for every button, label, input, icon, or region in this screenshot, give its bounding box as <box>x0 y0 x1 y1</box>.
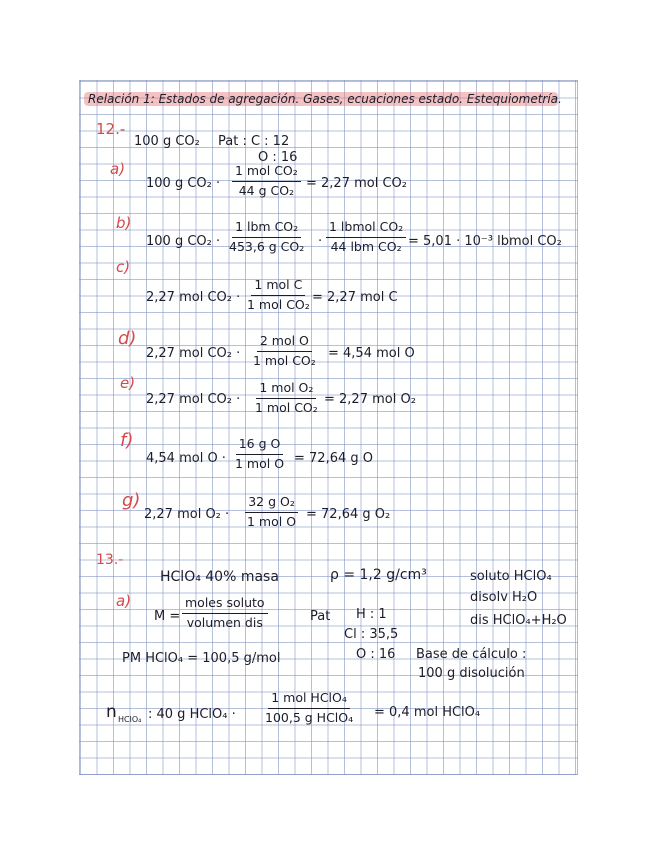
p12-g-rhs: = 72,64 g O₂ <box>306 507 391 522</box>
p12-c-label: c) <box>116 258 131 276</box>
p12-b-lhs: 100 g CO₂ · <box>146 234 221 249</box>
p13-pat-cl: Cl : 35,5 <box>344 627 399 642</box>
p13-base-1: Base de cálculo : <box>416 647 527 662</box>
p12-b-den1: 453,6 g CO₂ <box>229 238 305 254</box>
p12-g-lhs: 2,27 mol O₂ · <box>144 507 230 522</box>
p12-e-num: 1 mol O₂ <box>256 382 316 399</box>
p12-g-num: 32 g O₂ <box>245 496 298 513</box>
p12-a-num: 1 mol CO₂ <box>232 165 301 182</box>
p12-pat: Pat : C : 12 <box>218 134 290 149</box>
p12-g-fraction <box>244 496 299 528</box>
p13-pat-o: O : 16 <box>356 647 396 662</box>
p12-d-rhs: = 4,54 mol O <box>328 346 415 361</box>
problem-12-number: 12.- <box>96 120 126 138</box>
p13-base-2: 100 g disolución <box>418 666 525 681</box>
p13-n-fraction <box>262 692 356 724</box>
p13-m-den: volumen dis <box>186 614 263 630</box>
p12-f-rhs: = 72,64 g O <box>294 451 373 466</box>
p12-e-rhs: = 2,27 mol O₂ <box>324 392 416 407</box>
p13-n-mid: : 40 g HClO₄ · <box>148 707 236 722</box>
p12-f-fraction <box>232 438 287 470</box>
p12-a-label: a) <box>110 160 126 178</box>
p12-f-lhs: 4,54 mol O · <box>146 451 226 466</box>
p13-pat: Pat <box>310 609 331 624</box>
p13-pat-h: H : 1 <box>356 607 387 622</box>
p12-b-num1: 1 lbm CO₂ <box>232 221 301 238</box>
problem-13-number: 13.- <box>96 552 124 568</box>
p12-f-den: 1 mol O <box>235 455 285 471</box>
p12-b-dot: · <box>318 234 323 249</box>
p13-dis: dis HClO₄+H₂O <box>470 613 567 628</box>
p12-f-label: f) <box>120 430 134 451</box>
p12-b-label: b) <box>116 214 132 232</box>
p12-b-rhs: = 5,01 · 10⁻³ lbmol CO₂ <box>408 234 562 249</box>
p12-d-label: d) <box>118 328 137 349</box>
p12-e-label: e) <box>120 374 136 392</box>
p13-a-label: a) <box>116 592 132 610</box>
p12-a-lhs: 100 g CO₂ · <box>146 176 221 191</box>
p12-e-den: 1 mol CO₂ <box>255 399 318 415</box>
p13-n-den: 100,5 g HClO₄ <box>265 709 354 725</box>
p12-b-fraction-1 <box>226 221 307 253</box>
p12-d-den: 1 mol CO₂ <box>253 352 316 368</box>
p13-m-lhs: M = <box>154 609 181 624</box>
p13-n-rhs: = 0,4 mol HClO₄ <box>374 705 481 720</box>
p13-soluto: soluto HClO₄ <box>470 569 552 584</box>
p12-a-fraction <box>232 165 301 197</box>
p13-n-sub: HClO₄ <box>118 715 142 724</box>
p12-d-fraction <box>250 335 319 367</box>
p12-b-fraction-2 <box>326 221 406 253</box>
page-title: Relación 1: Estados de agregación. Gases, ecuaciones estado. Estequiometría. <box>88 92 562 106</box>
p12-b-num2: 1 lbmol CO₂ <box>326 221 406 238</box>
p12-c-num: 1 mol C <box>251 279 305 296</box>
p12-c-rhs: = 2,27 mol C <box>312 290 398 305</box>
p12-b-den2: 44 lbm CO₂ <box>330 238 402 254</box>
p13-m-fraction <box>182 597 268 629</box>
p13-disolv: disolv H₂O <box>470 590 538 605</box>
p12-c-fraction <box>244 279 313 311</box>
p12-data: 100 g CO₂ <box>134 134 200 149</box>
p13-n-num: 1 mol HClO₄ <box>268 692 350 709</box>
p12-d-num: 2 mol O <box>257 335 312 352</box>
p12-g-den: 1 mol O <box>247 513 297 529</box>
p13-n-lhs: n <box>106 702 117 722</box>
p13-density: ρ = 1,2 g/cm³ <box>330 567 427 583</box>
p12-g-label: g) <box>122 490 141 511</box>
p12-pat-o: O : 16 <box>258 150 298 165</box>
p12-f-num: 16 g O <box>236 438 284 455</box>
p12-e-lhs: 2,27 mol CO₂ · <box>146 392 241 407</box>
p12-a-den: 44 g CO₂ <box>238 182 295 198</box>
p13-pm: PM HClO₄ = 100,5 g/mol <box>122 651 281 666</box>
p12-c-lhs: 2,27 mol CO₂ · <box>146 290 241 305</box>
p12-e-fraction <box>252 382 321 414</box>
p13-m-num: moles soluto <box>182 597 268 614</box>
p12-a-rhs: = 2,27 mol CO₂ <box>306 176 407 191</box>
p12-c-den: 1 mol CO₂ <box>247 296 310 312</box>
p13-compound: HClO₄ 40% masa <box>160 569 279 585</box>
p12-d-lhs: 2,27 mol CO₂ · <box>146 346 241 361</box>
